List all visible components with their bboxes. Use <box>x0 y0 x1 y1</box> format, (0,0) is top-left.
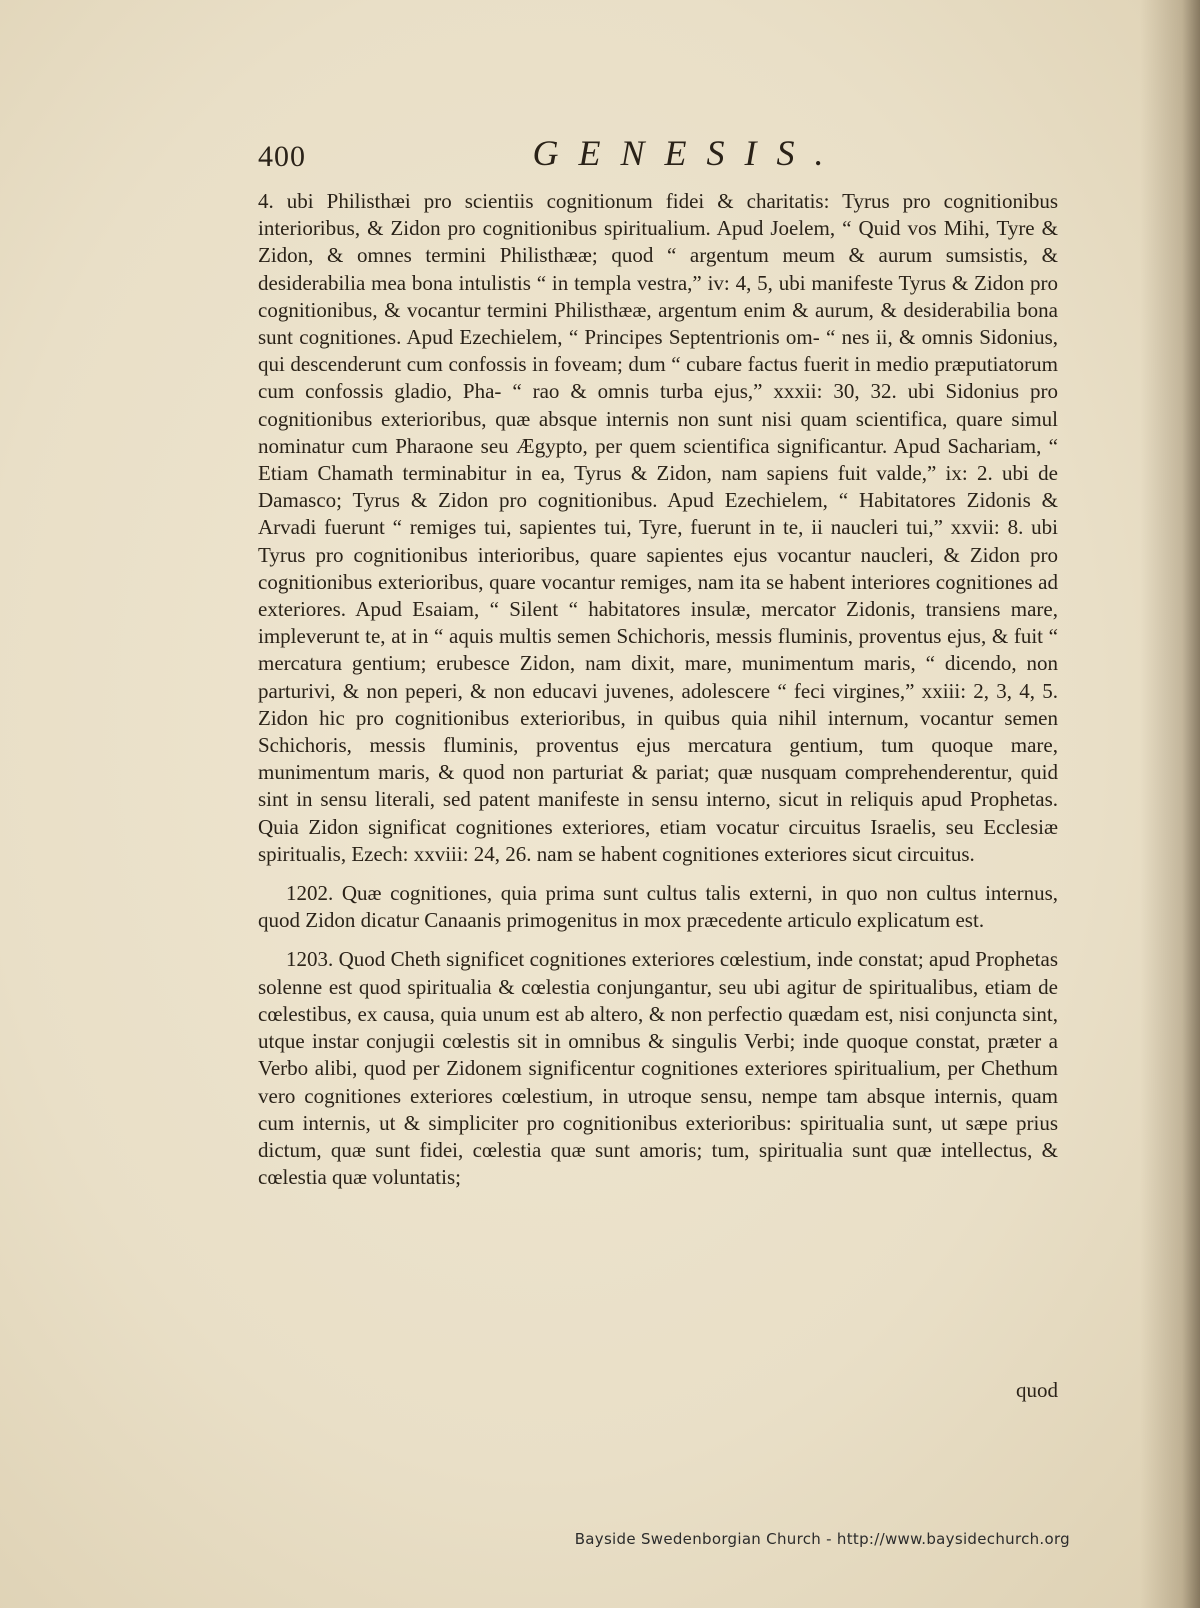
paragraph-continued: 4. ubi Philisthæi pro scientiis cognitionum fidei & charitatis: Tyrus pro cognitionibus interioribus, & Zidon pro cognitionibus spiritualium. Apud Joelem, “ Quid vos Mihi, Tyre & Zidon, & omnes termini Philisthææ; quod “ argentum meum & aurum sumsistis, & desiderabilia mea bona intulistis “ in templa vestra,” iv: 4, 5, ubi manifeste Tyrus & Zidon pro cognitionibus, & vocantur termini Philisthææ, argentum enim & aurum, & desiderabilia bona sunt cognitiones. Apud Ezechielem, “ Principes Septentrionis om- “ nes ii, & omnis Sidonius, qui descenderunt cum confossis in foveam; dum “ cubare factus fuerit in medio præputiatorum cum confossis gladio, Pha- “ rao & omnis turba ejus,” xxxii: 30, 32. ubi Sidonius pro cognitionibus exterioribus, quæ absque internis non sunt nisi quam scientifica, quare simul nominatur cum Pharaone seu Ægypto, per quem scientifica significantur. Apud Sachariam, “ Etiam Chamath terminabitur in ea, Tyrus & Zidon, nam sapiens fuit valde,” ix: 2. ubi de Damasco; Tyrus & Zidon pro cognitionibus. Apud Ezechielem, “ Habitatores Zidonis & Arvadi fuerunt “ remiges tui, sapientes tui, Tyre, fuerunt in te, ii naucleri tui,” xxvii: 8. ubi Tyrus pro cognitionibus interioribus, quare sapientes ejus vocantur naucleri, & Zidon pro cognitionibus exterioribus, quare vocantur remiges, nam ita se habent interiores cognitiones ad exteriores. Apud Esaiam, “ Silent “ habitatores insulæ, mercator Zidonis, transiens mare, impleverunt te, at in “ aquis multis semen Schichoris, messis fluminis, proventus ejus, & fuit “ mercatura gentium; erubesce Zidon, nam dixit, mare, munimentum maris, “ dicendo, non parturivi, & non peperi, & non educavi juvenes, adolescere “ feci virgines,” xxiii: 2, 3, 4, 5. Zidon hic pro cognitionibus exterioribus, in quibus quia nihil internum, vocantur semen Schichoris, messis fluminis, proventus ejus mercatura gentium, tum quoque mare, munimentum maris, & quod non parturiat & pariat; quæ nusquam comprehenderentur, quid sint in sensu literali, sed patent manifeste in sensu interno, sicut in reliquis apud Prophetas. Quia Zidon significat cognitiones exteriores, etiam vocatur circuitus Israelis, seu Ecclesiæ spiritualis, Ezech: xxviii: 24, 26. nam se habent cognitiones exteriores sicut circuitus. <box>258 189 1058 866</box>
running-title: GENESIS. <box>532 133 844 173</box>
page-number: 400 <box>258 140 306 173</box>
body-text <box>258 188 1058 1203</box>
page-header <box>258 132 1078 182</box>
paragraph-1203: 1203. Quod Cheth significet cognitiones exteriores cœlestium, inde constat; apud Prophetas solenne est quod spiritualia & cœlestia conjungantur, seu ubi agitur de spiritualibus, etiam de cœlestibus, ex causa, quia unum est ab altero, & non perfectio quædam est, nisi conjuncta sint, utque instar conjugii cœlestis sit in omnibus & singulis Verbi; inde quoque constat, præter a Verbo alibi, quod per Zidonem significentur cognitiones exteriores spiritualium, per Chethum vero cognitiones exteriores cœlestium, in utroque sensu, nempe tam absque internis, quam cum internis, ut & simpliciter pro cognitionibus exterioribus: spiritualia sunt, ut sæpe prius dictum, quæ sunt fidei, cœlestia quæ sunt amoris; tum, spiritualia sunt quæ intellectus, & cœlestia quæ voluntatis; <box>258 947 1058 1190</box>
paragraph-1202: 1202. Quæ cognitiones, quia prima sunt cultus talis externi, in quo non cultus internus, quod Zidon dicatur Canaanis primogenitus in mox præcedente articulo explicatum est. <box>258 881 1058 933</box>
page-gutter-shadow <box>1140 0 1200 1608</box>
catchword: quod <box>1016 1378 1058 1402</box>
footer-credit: Bayside Swedenborgian Church - http://www.baysidechurch.org <box>574 1530 1070 1548</box>
